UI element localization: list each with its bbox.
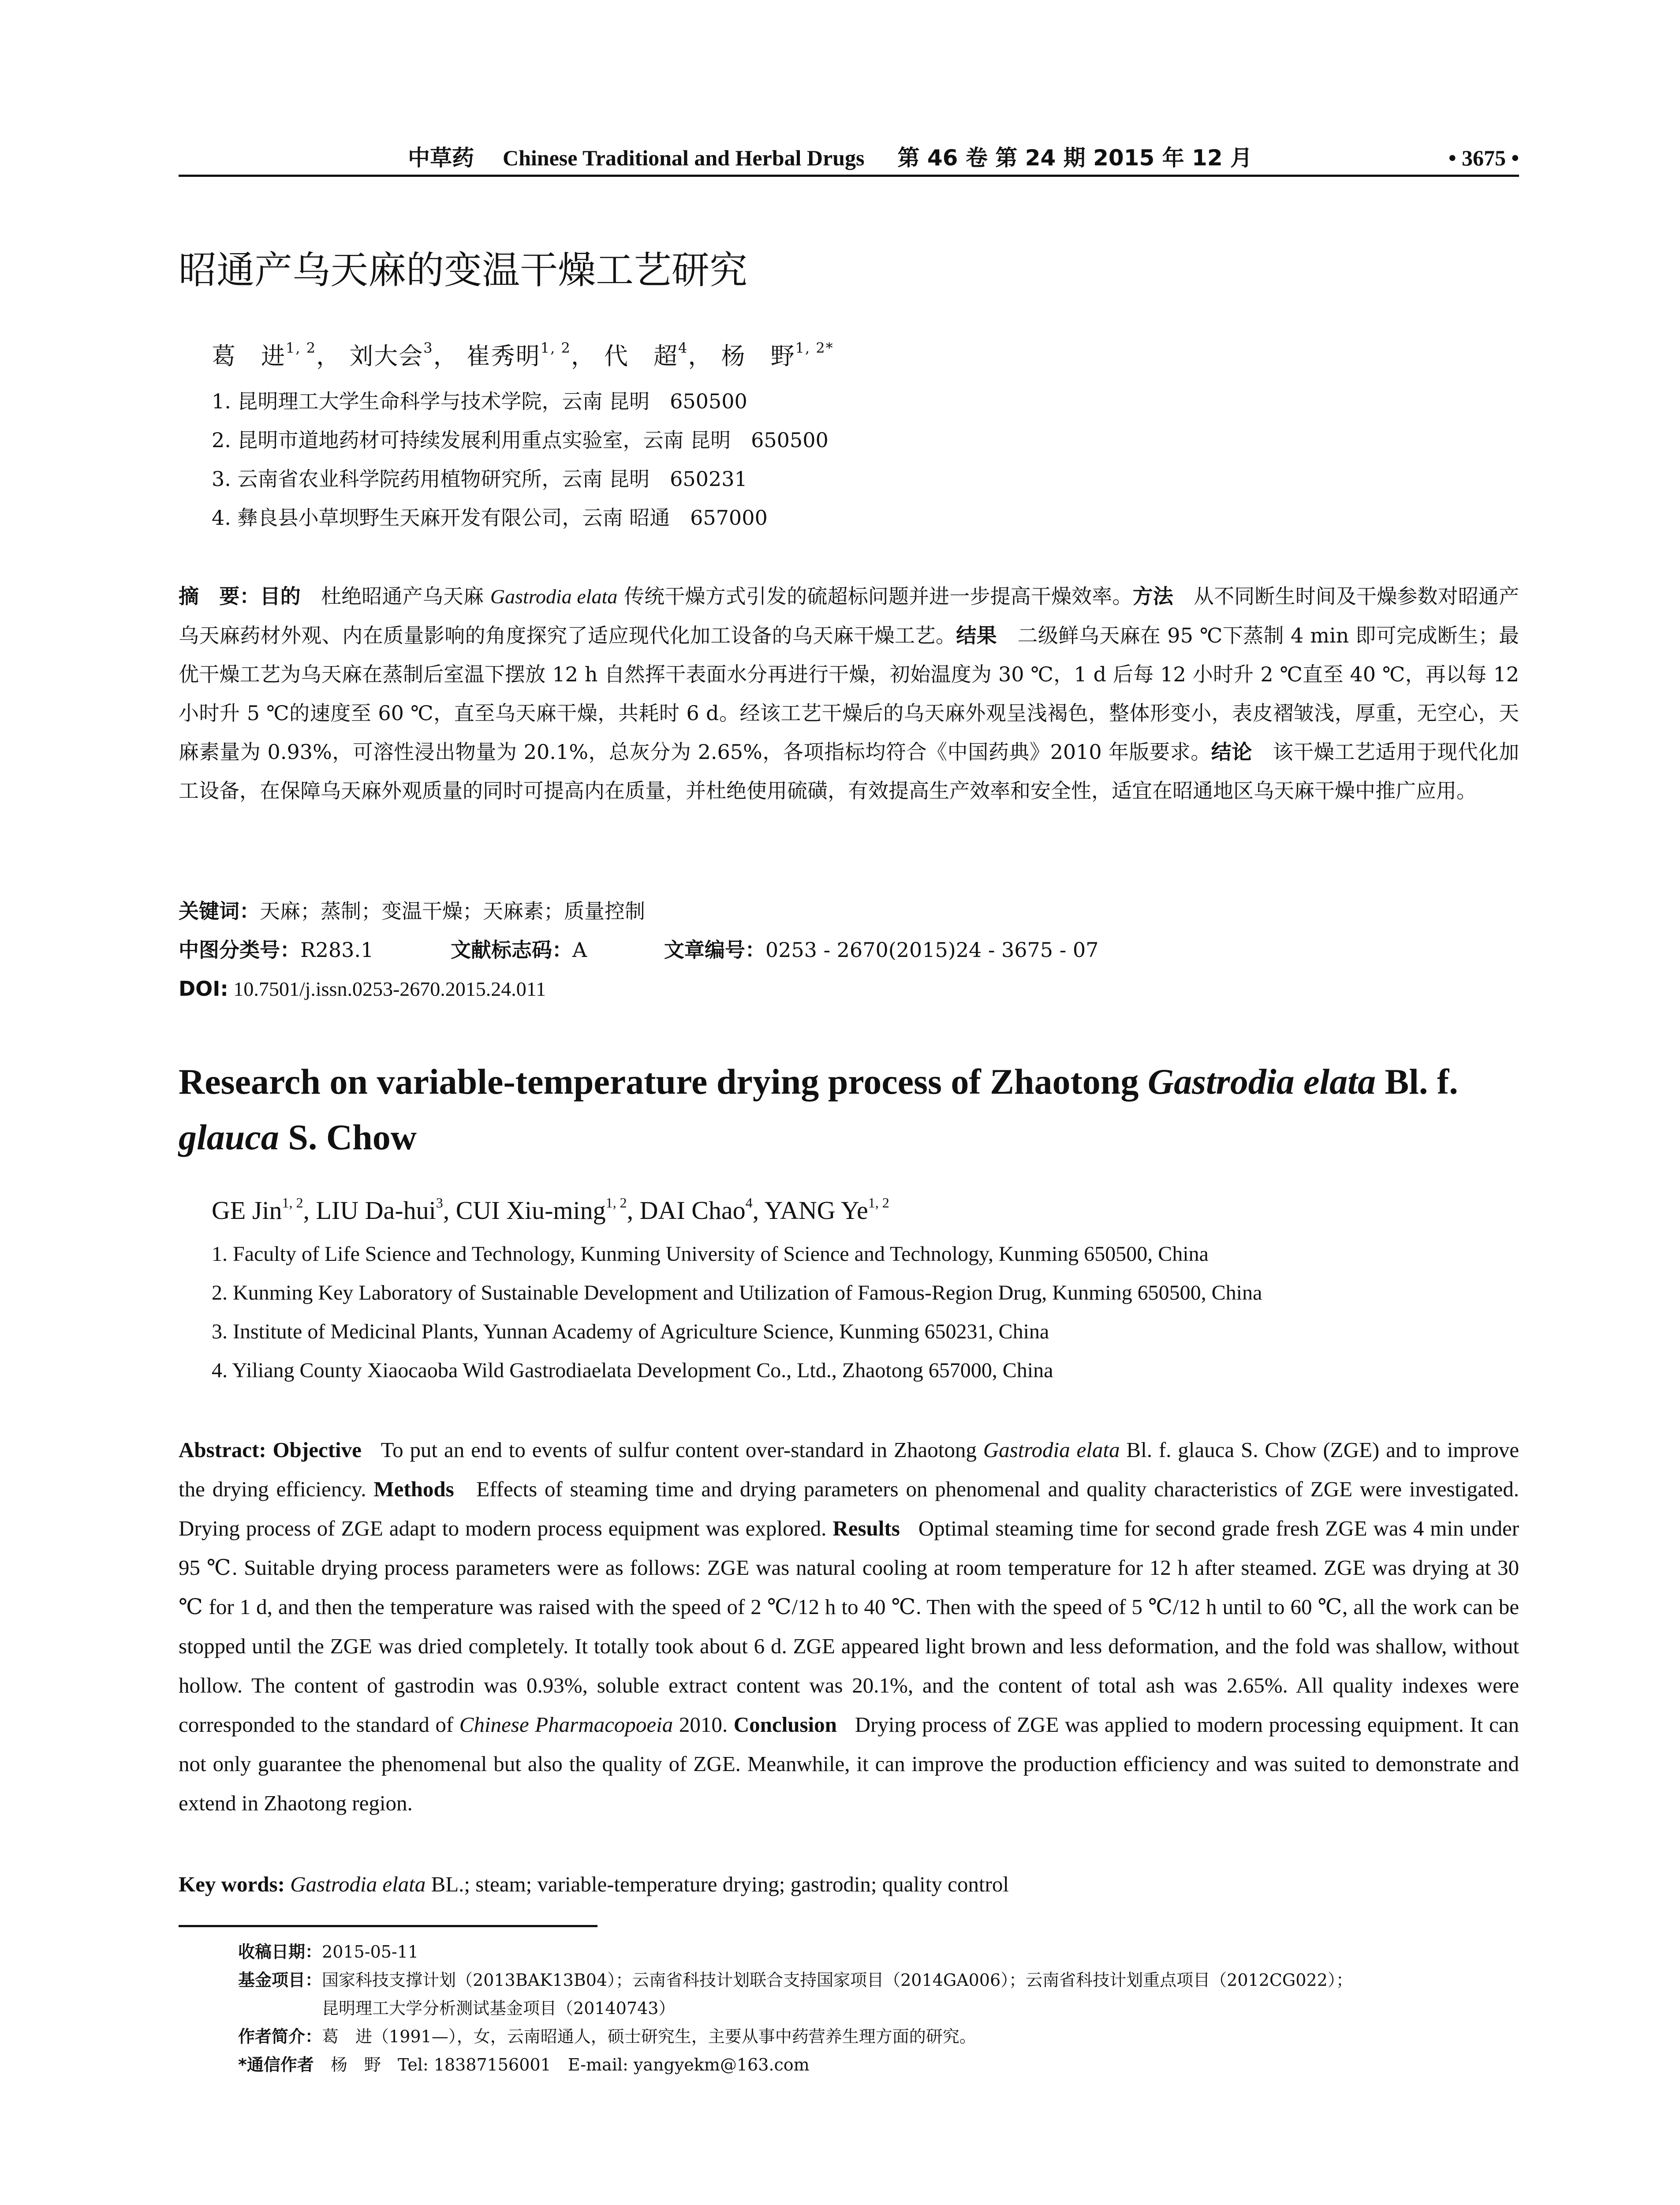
fund-label: 基金项目： bbox=[238, 1970, 322, 1990]
affiliation-en: 1. Faculty of Life Science and Technology, Kunming University of Science and Technology, Kunming 650500, China bbox=[212, 1242, 1209, 1266]
bio-label: 作者简介： bbox=[238, 2027, 322, 2046]
objective-label-en: Objective bbox=[273, 1438, 362, 1462]
authors-cn bbox=[212, 339, 834, 374]
bio-value: 葛 进（1991—），女，云南昭通人，硕士研究生，主要从事中药营养生理方面的研究。 bbox=[322, 2027, 976, 2046]
keywords-label-en: Key words: bbox=[179, 1872, 285, 1896]
methods-text-cn: 从不同断生时间及干燥参数对昭通产乌天麻药材外观、内在质量影响的角度探究了适应现代化加工设备的乌天麻干燥工艺。 bbox=[179, 584, 1519, 647]
author-en: GE Jin$^{1, 2}$, bbox=[212, 1195, 316, 1225]
results-text-en: Optimal steaming time for second grade fresh ZGE was 4 min under 95 ℃. Suitable drying process parameters were as follows: ZGE was natural cooling at room temperature for 12 h after steamed. ZGE was drying at 30 ℃ for 1 d, and then the temperature was raised with the speed of 2 ℃/12 h to 40 ℃. Then with the speed of 5 ℃/12 h until to 60 ℃, all the work can be stopped until the ZGE was dried completely. It totally took about 6 d. ZGE appeared light brown and less deformation, and the fold was shallow, without hollow. The content of gastrodin was 0.93%, soluble extract content was 20.1%, and the content of total ash was 2.65%. All quality indexes were corresponded to the standard of bbox=[179, 1516, 1519, 1737]
affiliation-en: 4. Yiliang County Xiaocaoba Wild Gastrodiaelata Development Co., Ltd., Zhaotong 657000, China bbox=[212, 1359, 1053, 1382]
objective-text-cn: 杜绝昭通产乌天麻 bbox=[321, 584, 490, 608]
abstract-cn bbox=[179, 577, 1519, 810]
header-rule bbox=[179, 175, 1519, 177]
page-number: • 3675 • bbox=[1448, 146, 1519, 170]
affiliation-cn: 4. 彝良县小草坝野生天麻开发有限公司，云南 昭通 657000 bbox=[212, 506, 768, 530]
results-text-en-2: 2010. bbox=[673, 1712, 728, 1737]
issue-info: 第 46 卷 第 24 期 2015 年 12 月 bbox=[897, 145, 1253, 171]
clc-label: 中图分类号： bbox=[179, 938, 300, 962]
footnotes bbox=[238, 1938, 1519, 2079]
corresponding-author bbox=[238, 2051, 1519, 2079]
conclusion-text-en: Drying process of ZGE was applied to modern processing equipment. It can not only guarantee the phenomenal but also the quality of ZGE. Meanwhile, it can improve the production efficiency and was suited to demonstrate and extend in Zhaotong region. bbox=[179, 1712, 1519, 1815]
corr-label: *通信作者 bbox=[238, 2055, 314, 2074]
species-name-en: Gastrodia elata bbox=[983, 1438, 1120, 1462]
title-en-part: Research on variable-temperature drying process of Zhaotong bbox=[179, 1061, 1148, 1102]
results-label-cn: 结果 bbox=[956, 624, 997, 647]
objective-text-cn-2: 传统干燥方式引发的硫超标问题并进一步提高干燥效率。 bbox=[617, 584, 1133, 608]
author-en: LIU Da-hui$^3$, bbox=[316, 1195, 456, 1225]
author-cn: 刘大会$^3$， bbox=[349, 340, 458, 370]
keywords-value-cn: 天麻；蒸制；变温干燥；天麻素；质量控制 bbox=[260, 899, 645, 923]
fund-info bbox=[238, 1966, 1519, 2022]
objective-label-cn: 目的 bbox=[260, 584, 301, 608]
methods-label-en: Methods bbox=[373, 1477, 454, 1501]
journal-name-cn: 中草药 bbox=[408, 145, 474, 171]
title-en bbox=[179, 1054, 1519, 1165]
article-meta-cn bbox=[179, 892, 1098, 1009]
fund-line: 国家科技支撑计划（2013BAK13B04）；云南省科技计划联合支持国家项目（2014GA006）；云南省科技计划重点项目（2012CG022）； bbox=[322, 1970, 1353, 1990]
received-label: 收稿日期： bbox=[238, 1942, 322, 1962]
affiliation-en: 2. Kunming Key Laboratory of Sustainable Development and Utilization of Famous-Region Drug, Kunming 650500, China bbox=[212, 1281, 1262, 1304]
affiliation-cn: 1. 昆明理工大学生命科学与技术学院，云南 昆明 650500 bbox=[212, 389, 747, 413]
title-en-part-3: S. Chow bbox=[279, 1117, 417, 1157]
author-en: DAI Chao$^4$, bbox=[639, 1195, 765, 1225]
doc-code-label: 文献标志码： bbox=[450, 938, 572, 962]
methods-text-en: Effects of steaming time and drying parameters on phenomenal and quality characteristics of ZGE were investigated. Drying process of ZGE adapt to modern process equipment was explored. bbox=[179, 1477, 1519, 1540]
journal-name-en: Chinese Traditional and Herbal Drugs bbox=[503, 146, 865, 170]
fund-line-2: 昆明理工大学分析测试基金项目（20140743） bbox=[322, 1999, 676, 2018]
received-date bbox=[238, 1938, 1519, 1966]
running-header bbox=[179, 140, 1519, 176]
doi-label: DOI: bbox=[179, 977, 228, 1001]
footnote-rule bbox=[179, 1925, 597, 1927]
classification-line bbox=[179, 931, 1098, 969]
methods-label-cn: 方法 bbox=[1132, 584, 1173, 608]
affiliations-cn bbox=[212, 382, 829, 537]
received-value: 2015-05-11 bbox=[322, 1942, 419, 1962]
keywords-label-cn: 关键词： bbox=[179, 899, 260, 923]
conclusion-label-en: Conclusion bbox=[733, 1712, 837, 1737]
article-number-label: 文章编号： bbox=[664, 938, 765, 962]
clc-value: R283.1 bbox=[300, 938, 374, 962]
doi-line bbox=[179, 969, 1098, 1009]
objective-text-en-2: Bl. f. glauca S. Chow (ZGE) and to improve the drying efficiency. bbox=[179, 1438, 1519, 1501]
results-label-en: Results bbox=[833, 1516, 900, 1540]
affiliations-en bbox=[212, 1235, 1262, 1390]
keywords-species: Gastrodia elata bbox=[290, 1872, 426, 1896]
title-en-species: Gastrodia elata bbox=[1147, 1061, 1376, 1102]
authors-en bbox=[212, 1191, 889, 1230]
article-number-value: 0253 - 2670(2015)24 - 3675 - 07 bbox=[765, 938, 1099, 962]
conclusion-label-cn: 结论 bbox=[1211, 740, 1252, 764]
affiliation-en: 3. Institute of Medicinal Plants, Yunnan Academy of Agriculture Science, Kunming 650231, China bbox=[212, 1320, 1049, 1343]
pharmacopoeia-title: Chinese Pharmacopoeia bbox=[459, 1712, 673, 1737]
author-bio bbox=[238, 2022, 1519, 2051]
species-name: Gastrodia elata bbox=[490, 585, 618, 608]
title-cn: 昭通产乌天麻的变温干燥工艺研究 bbox=[179, 248, 747, 292]
author-cn: 葛 进$^{1, 2}$， bbox=[212, 340, 341, 370]
keywords-en bbox=[179, 1865, 1009, 1904]
doi-value: 10.7501/j.issn.0253-2670.2015.24.011 bbox=[233, 978, 546, 1000]
author-cn: 崔秀明$^{1, 2}$， bbox=[466, 340, 596, 370]
objective-text-en: To put an end to events of sulfur content over-standard in Zhaotong bbox=[381, 1438, 983, 1462]
author-en: CUI Xiu-ming$^{1, 2}$, bbox=[455, 1195, 640, 1225]
keywords-cn bbox=[179, 892, 1098, 931]
affiliation-cn: 2. 昆明市道地药材可持续发展利用重点实验室，云南 昆明 650500 bbox=[212, 428, 829, 452]
title-en-part-2: Bl. f. bbox=[1375, 1061, 1458, 1102]
author-cn: 杨 野$^{1, 2*}$ bbox=[721, 340, 834, 370]
abstract-en bbox=[179, 1430, 1519, 1823]
author-cn: 代 超$^4$， bbox=[604, 340, 713, 370]
doc-code-value: A bbox=[572, 938, 587, 962]
abstract-label-en: Abstract: bbox=[179, 1438, 266, 1462]
abstract-label-cn: 摘 要： bbox=[179, 584, 260, 608]
keywords-value-en: BL.; steam; variable-temperature drying; gastrodin; quality control bbox=[426, 1872, 1009, 1896]
results-text-cn: 二级鲜乌天麻在 95 ℃下蒸制 4 min 即可完成断生；最优干燥工艺为乌天麻在蒸制后室温下摆放 12 h 自然挥干表面水分再进行干燥，初始温度为 30 ℃，1 d 后每 12 小时升 2 ℃直至 40 ℃，再以每 12 小时升 5 ℃的速度至 60 ℃，直至乌天麻干燥，共耗时 6 d。经该工艺干燥后的乌天麻外观呈浅褐色，整体形变小，表皮褶皱浅，厚重，无空心，天麻素量为 0.93%，可溶性浸出物量为 20.1%，总灰分为 2.65%，各项指标均符合《中国药典》2010 年版要求。 bbox=[179, 624, 1519, 764]
author-en: YANG Ye$^{1, 2}$ bbox=[764, 1195, 889, 1225]
affiliation-cn: 3. 云南省农业科学院药用植物研究所，云南 昆明 650231 bbox=[212, 467, 747, 491]
title-en-form: glauca bbox=[179, 1117, 279, 1157]
conclusion-text-cn: 该干燥工艺适用于现代化加工设备，在保障乌天麻外观质量的同时可提高内在质量，并杜绝使用硫磺，有效提高生产效率和安全性，适宜在昭通地区乌天麻干燥中推广应用。 bbox=[179, 740, 1519, 803]
corr-value: 杨 野 Tel: 18387156001 E-mail: yangyekm@163.com bbox=[314, 2055, 810, 2074]
